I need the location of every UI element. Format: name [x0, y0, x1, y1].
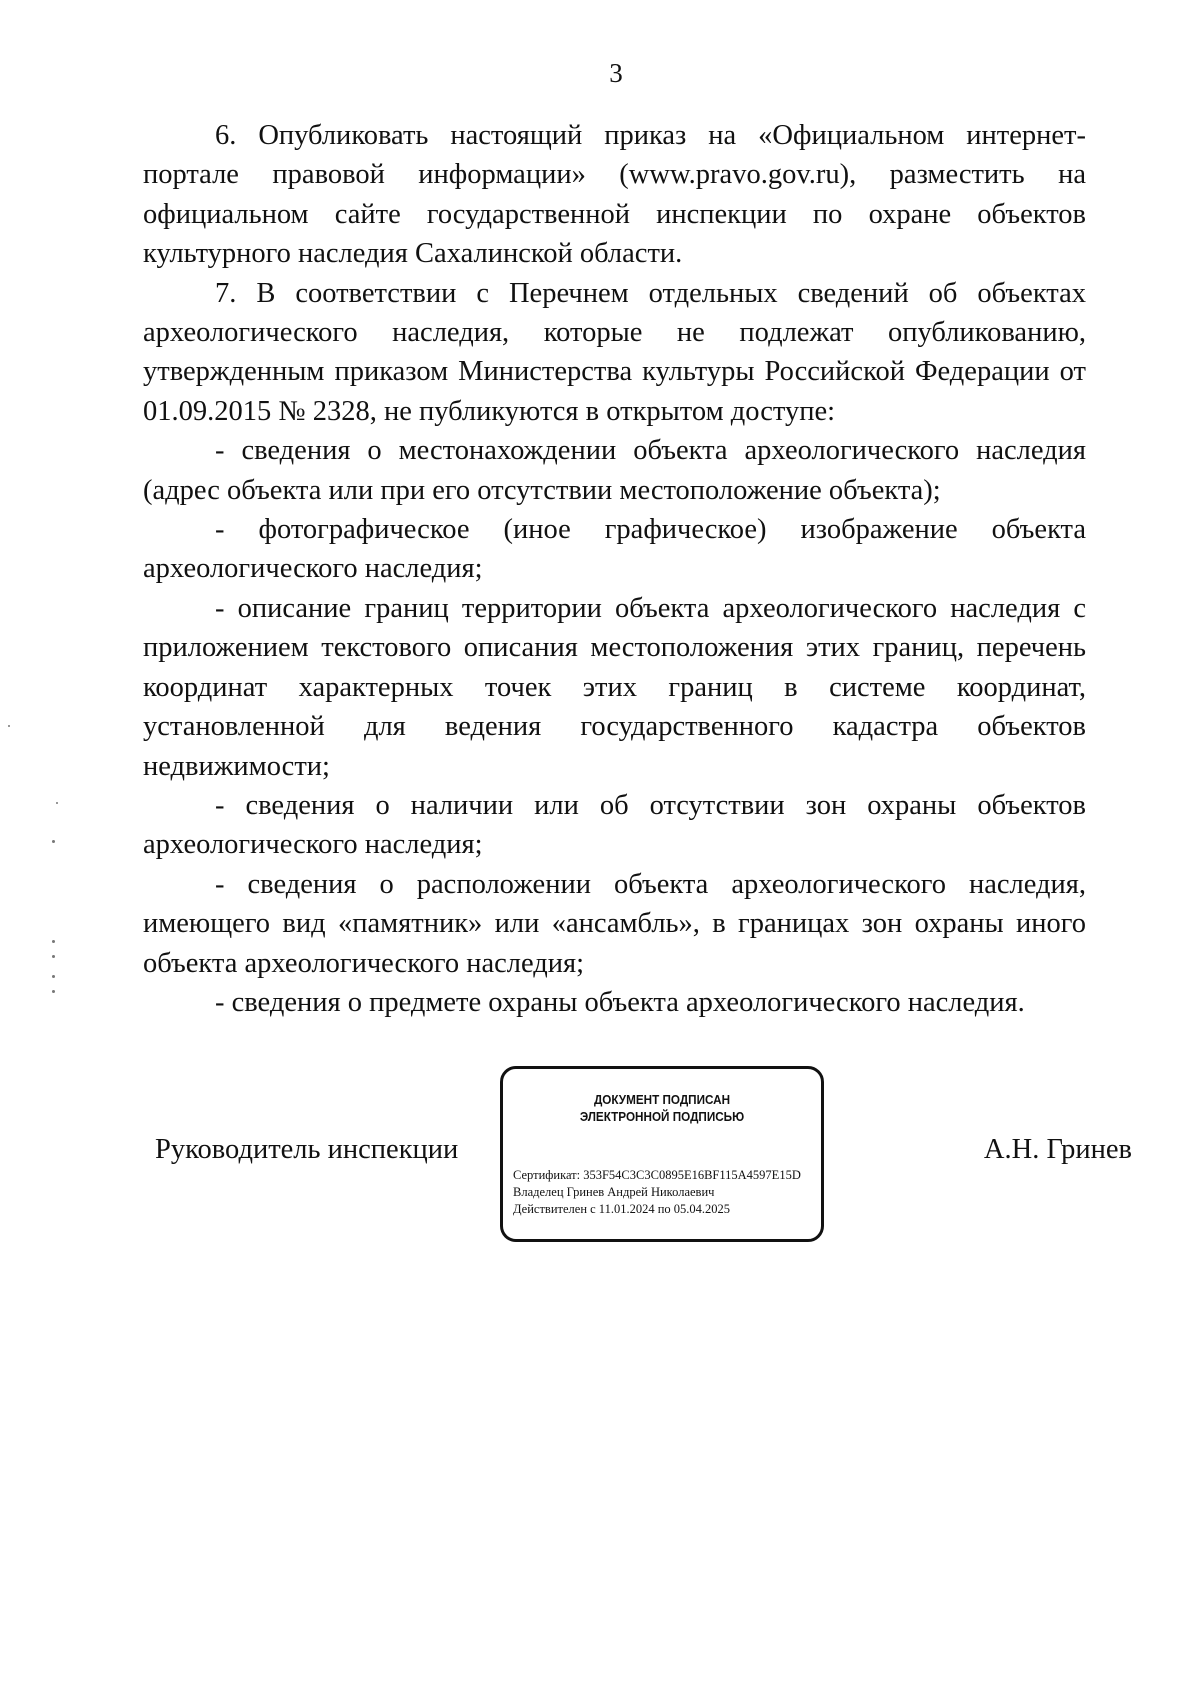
scan-speck [52, 955, 55, 958]
stamp-certificate: Сертификат: 353F54C3C3C0895E16BF115A4597E15D [513, 1168, 801, 1182]
paragraph-item-7: 7. В соответствии с Перечнем отдельных сведений об объектах археологического наследия, которые не подлежат опубликованию, утвержденным приказом Министерства культуры Российской Федерации от 01.09.2015 № 2328, не публикуются в открытом доступе: [143, 277, 1086, 427]
bullet-protection-subject: - сведения о предмете охраны объекта археологического наследия. [215, 986, 1025, 1018]
stamp-validity: Действителен с 11.01.2024 по 05.04.2025 [513, 1202, 731, 1216]
scan-speck [52, 990, 55, 993]
scan-speck [56, 802, 58, 804]
paragraph-item-6: 6. Опубликовать настоящий приказ на «Официальном интернет- портале правовой информации» (www.pravo.gov.ru), разместить на официальном сайте государственной инспекции по охране объектов культурного наследия Сахалинской области. [143, 120, 1086, 270]
bullet-monument-location: - сведения о расположении объекта археологического наследия, имеющего вид «памятник» или «ансамбль», в границах зон охраны иного объекта археологического наследия; [143, 868, 1086, 979]
bullet-location: - сведения о местонахождении объекта археологического наследия (адрес объекта или при его отсутствии местоположение объекта); [143, 435, 1086, 506]
stamp-title-line-2: ЭЛЕКТРОННОЙ ПОДПИСЬЮ [579, 1109, 745, 1124]
signer-position: Руководитель инспекции [155, 1134, 459, 1165]
page-number: 3 [609, 58, 623, 88]
signer-name: А.Н. Гринев [983, 1134, 1132, 1165]
stamp-details [513, 1167, 801, 1218]
scan-speck [52, 940, 55, 943]
bullet-protection-zones: - сведения о наличии или об отсутствии зон охраны объектов археологического наследия; [143, 789, 1086, 861]
electronic-signature-stamp [500, 1066, 824, 1242]
scan-speck [52, 840, 55, 843]
scan-speck [8, 725, 10, 727]
scan-speck [52, 975, 55, 978]
signature-block [0, 1092, 1200, 1238]
stamp-title-line-1: ДОКУМЕНТ ПОДПИСАН [593, 1092, 731, 1107]
bullet-photo: - фотографическое (иное графическое) изображение объекта археологического наследия; [143, 514, 1086, 585]
document-body [143, 116, 1086, 1022]
stamp-title [519, 1091, 805, 1125]
bullet-boundaries: - описание границ территории объекта археологического наследия с приложением текстового описания местоположения этих границ, перечень координат характерных точек этих границ в системе координат, установленной для ведения государственного кадастра объектов недвижимости; [143, 592, 1086, 782]
stamp-owner: Владелец Гринев Андрей Николаевич [513, 1185, 715, 1199]
